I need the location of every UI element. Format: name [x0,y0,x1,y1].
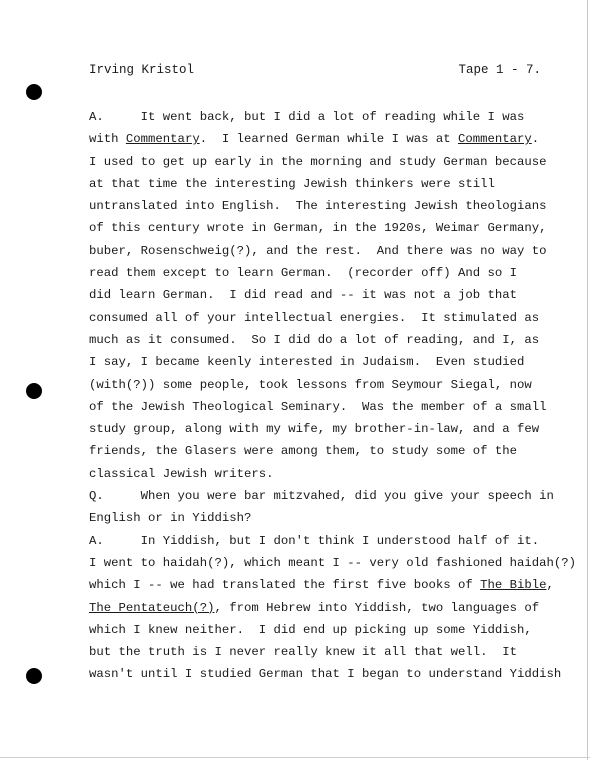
punch-hole [26,84,42,100]
transcript-line [89,374,569,396]
line-text: which I knew neither. I did end up picking up some Yiddish, [89,622,532,637]
line-text: much as it consumed. So I did do a lot of reading, and I, as [89,332,540,347]
transcript-line [89,597,569,619]
transcript-line [89,195,569,217]
transcript-line [89,641,569,663]
underlined-title: Commentary [125,132,200,147]
transcript-line [89,507,569,529]
page-edge [0,757,590,758]
line-text: Q. When you were bar mitzvahed, did you give your speech in [89,489,554,504]
transcript-line [89,396,569,418]
line-text: buber, Rosenschweig(?), and the rest. And there was no way to [89,243,547,258]
transcript-body [89,106,577,686]
line-text: read them except to learn German. (recorder off) And so I [89,266,518,281]
line-text: , [546,578,554,593]
underlined-title: The Bible [480,578,547,593]
transcript-line [89,217,569,239]
transcript-line [89,619,569,641]
transcript-line [89,128,569,150]
transcript-line [89,574,569,596]
line-text: but the truth is I never really knew it all that well. It [89,645,518,660]
transcript-line [89,552,577,574]
transcript-line [89,485,569,507]
line-text: which I -- we had translated the first five books of [89,578,481,593]
line-text: consumed all of your intellectual energies. It stimulated as [89,310,540,325]
line-text: , from Hebrew into Yiddish, two languages of [214,600,540,615]
underlined-title: Commentary [457,132,532,147]
transcript-line [89,173,569,195]
underlined-title: The Pentateuch(?) [89,600,215,615]
line-text: A. It went back, but I did a lot of reading while I was [89,110,525,124]
line-text: study group, along with my wife, my brother-in-law, and a few [89,422,540,437]
page-header [89,60,541,80]
transcript-line [89,440,569,462]
tape-page-number: Tape 1 - 7. [458,63,541,77]
line-text: wasn't until I studied German that I began to understand Yiddish [89,667,562,682]
line-text: of the Jewish Theological Seminary. Was the member of a small [89,399,547,414]
transcript-line [89,463,569,485]
line-text: . [531,132,540,147]
transcript-line [89,151,569,173]
transcript-line [89,106,569,128]
transcript-line [89,307,569,329]
transcript-line [89,262,569,284]
page-edge [587,0,588,760]
line-text: at that time the interesting Jewish thinkers were still [89,176,495,191]
line-text: I say, I became keenly interested in Judaism. Even studied [89,355,525,370]
transcript-line [89,284,569,306]
line-text: classical Jewish writers. [89,466,274,481]
transcript-line [89,240,569,262]
transcript-line [89,418,569,440]
transcript-line [89,663,569,685]
line-text: (with(?)) some people, took lessons from Seymour Siegal, now [89,377,532,392]
line-text: of this century wrote in German, in the 1920s, Weimar Germany, [89,221,547,236]
line-text: I went to haidah(?), which meant I -- very old fashioned haidah(?) [89,555,577,570]
interviewee-name: Irving Kristol [89,63,195,77]
line-text: I used to get up early in the morning and study German because [89,154,547,169]
line-text: with [89,132,126,147]
transcript-line [89,329,569,351]
line-text: did learn German. I did read and -- it was not a job that [89,288,518,303]
line-text: untranslated into English. The interesting Jewish theologians [89,199,547,214]
punch-hole [26,383,42,399]
transcript-line [89,351,569,373]
line-text: A. In Yiddish, but I don't think I understood half of it. [89,533,540,548]
transcript-line [89,530,569,552]
line-text: friends, the Glasers were among them, to study some of the [89,444,518,459]
line-text: . I learned German while I was at [199,132,458,147]
punch-hole [26,668,42,684]
line-text: English or in Yiddish? [89,511,252,526]
